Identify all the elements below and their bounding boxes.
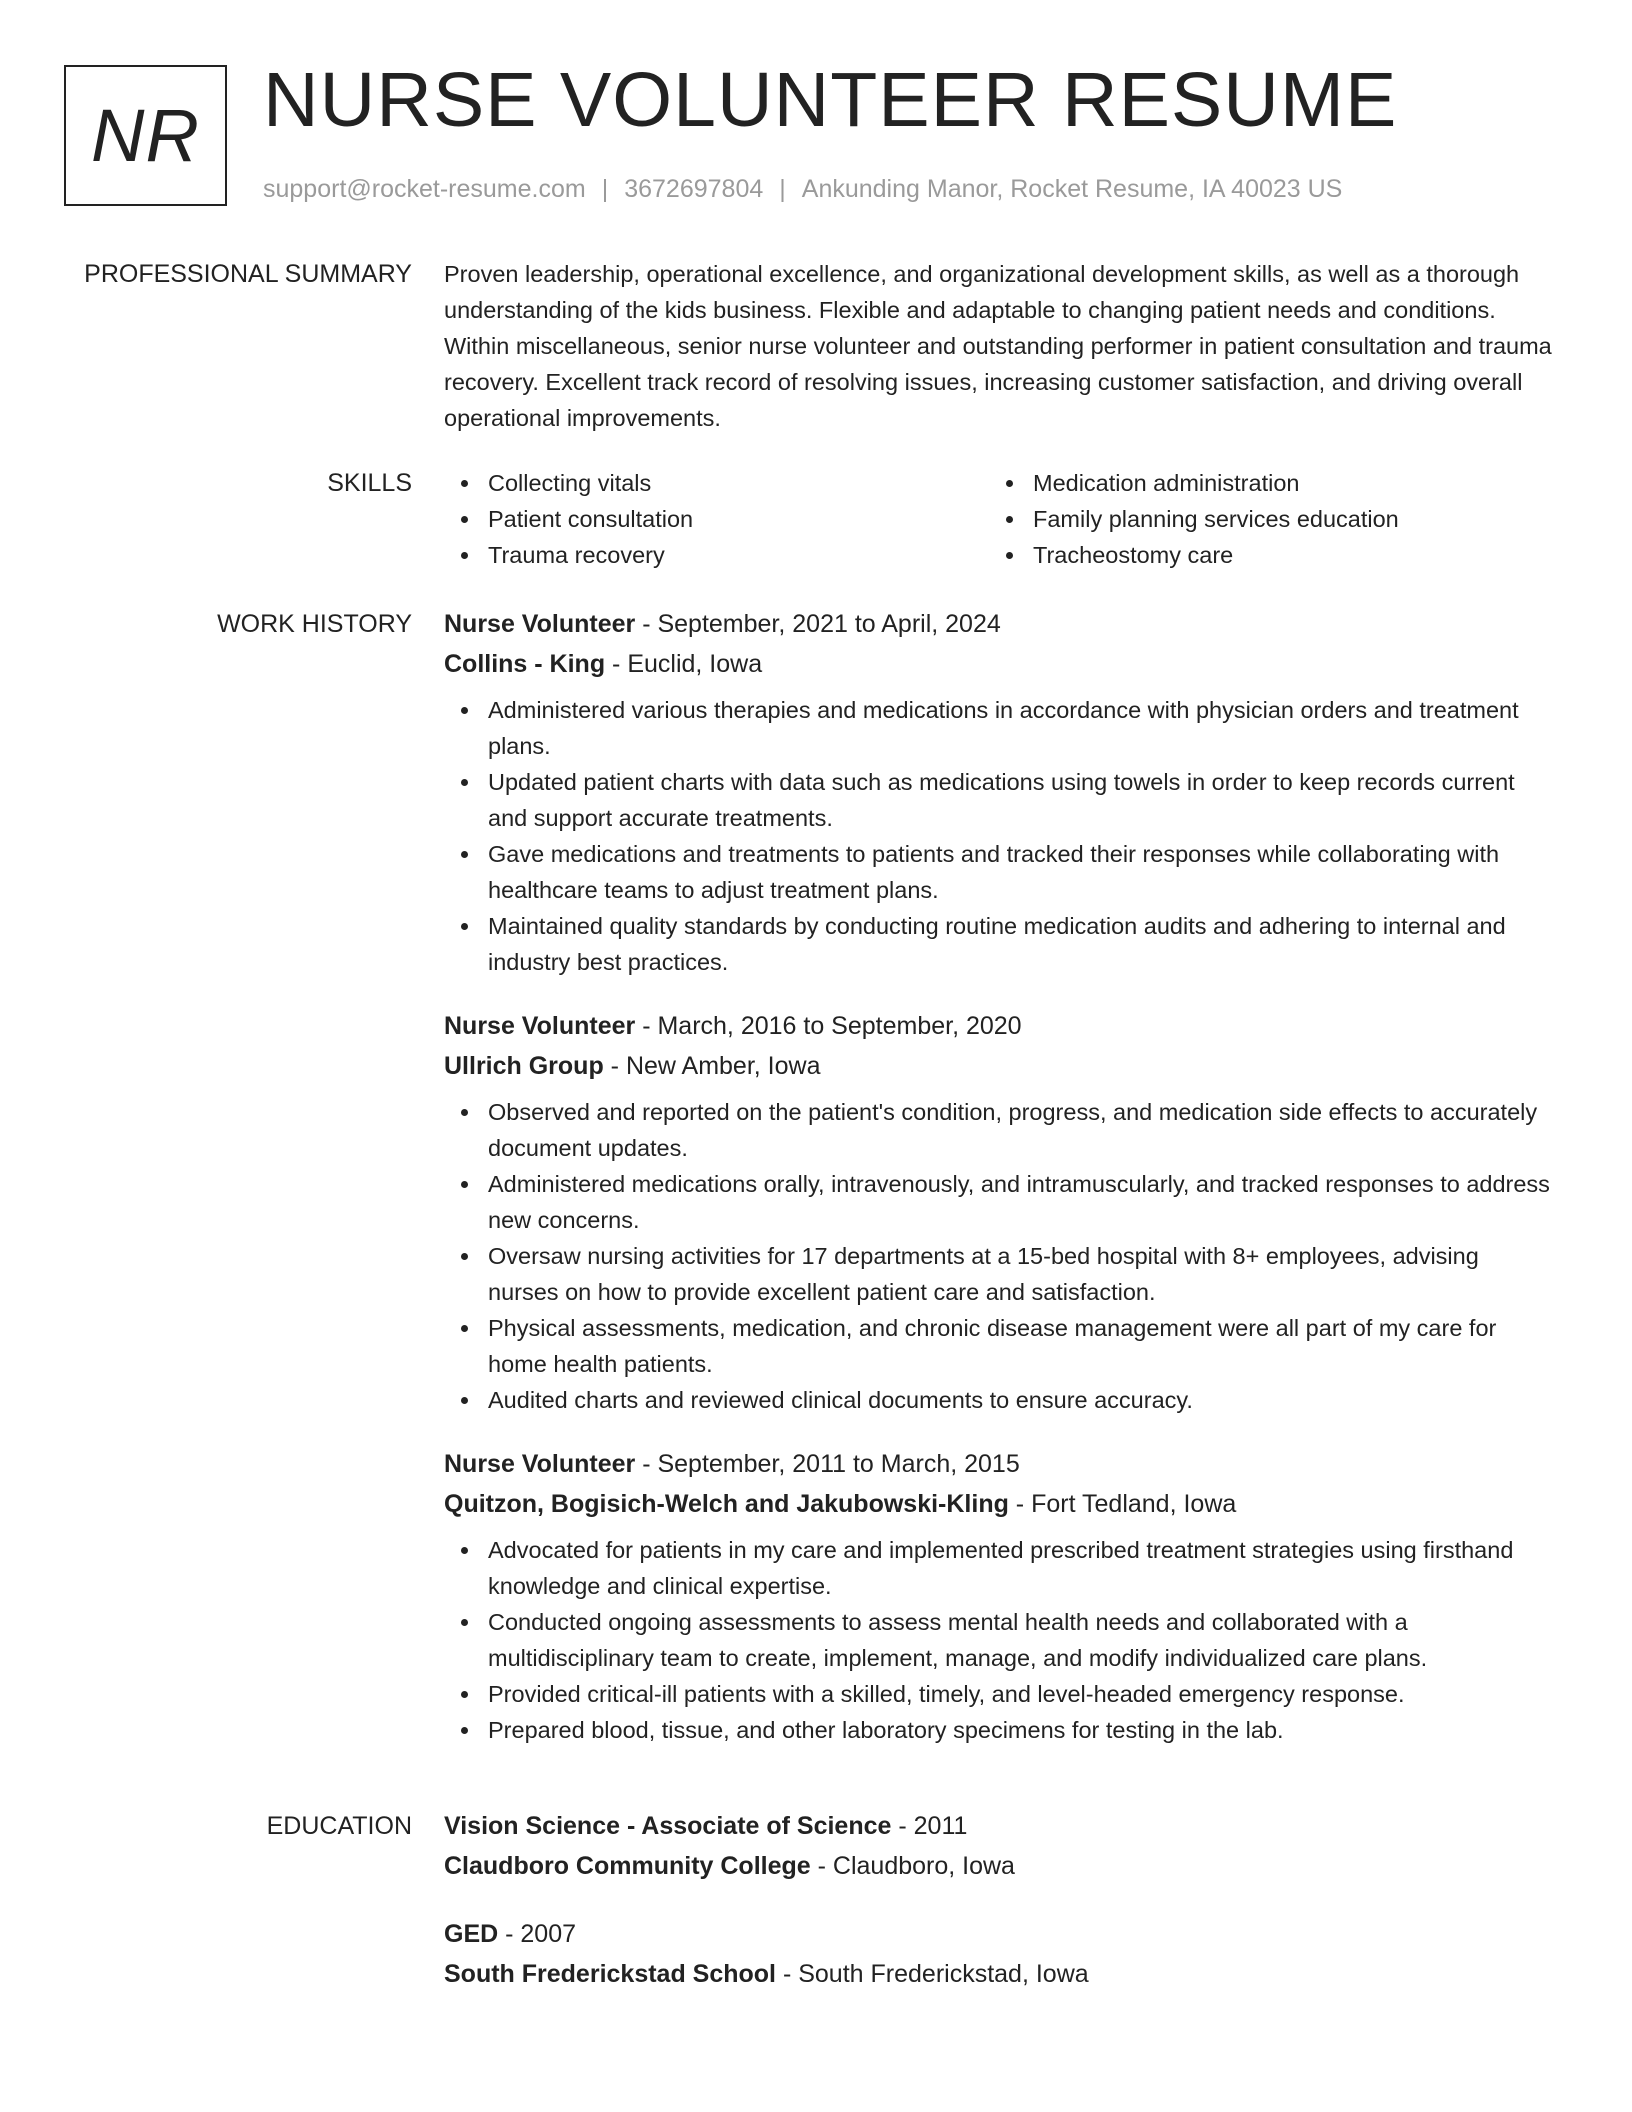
skill-item: Collecting vitals [444,465,989,501]
education-school-line [444,1846,1554,1886]
job-bullets [444,692,1554,980]
job-dates: - September, 2011 to March, 2015 [635,1450,1020,1478]
job-company-line [444,1484,1554,1524]
job-bullet: Audited charts and reviewed clinical documents to ensure accuracy. [444,1382,1554,1418]
job-title: Nurse Volunteer [444,1450,636,1478]
job-bullet: Advocated for patients in my care and implemented prescribed treatment strategies using firsthand knowledge and clinical expertise. [444,1532,1554,1604]
skills-list-right [989,465,1534,573]
job-company-line [444,644,1554,684]
education-entry [444,1806,1554,1886]
skill-item: Patient consultation [444,501,989,537]
job-entry [444,604,1554,980]
summary-heading: PROFESSIONAL SUMMARY [84,260,412,288]
monogram-initials: NR [91,93,200,177]
job-title: Nurse Volunteer [444,1012,636,1040]
job-company: Collins - King [444,650,606,678]
job-location: - Euclid, Iowa [605,650,763,678]
skill-item: Tracheostomy care [989,537,1534,573]
education-heading: EDUCATION [266,1812,412,1840]
job-bullet: Provided critical-ill patients with a skilled, timely, and level-headed emergency response. [444,1676,1554,1712]
job-title-line [444,1006,1554,1046]
job-company: Quitzon, Bogisich-Welch and Jakubowski-Kling [444,1490,1009,1518]
skills-list-left [444,465,989,573]
job-bullet: Prepared blood, tissue, and other laboratory specimens for testing in the lab. [444,1712,1554,1748]
job-location: - Fort Tedland, Iowa [1008,1490,1237,1518]
education-year: - 2011 [891,1812,968,1840]
skills-heading: SKILLS [327,469,412,497]
summary-text: Proven leadership, operational excellence, and organizational development skills, as well as a thorough understanding of the kids business. Flexible and adaptable to changing patient needs and conditions. Within miscellaneous, senior nurse volunteer and outstanding performer in patient consultation and trauma recovery. Excellent track record of resolving issues, increasing customer satisfaction, and driving overall operational improvements. [444,261,1552,431]
job-dates: - September, 2021 to April, 2024 [635,610,1001,638]
skill-item: Medication administration [989,465,1534,501]
job-bullet: Gave medications and treatments to patients and tracked their responses while collaborating with healthcare teams to adjust treatment plans. [444,836,1554,908]
job-bullet: Physical assessments, medication, and chronic disease management were all part of my care for home health patients. [444,1310,1554,1382]
skill-item: Trauma recovery [444,537,989,573]
job-bullet: Observed and reported on the patient's condition, progress, and medication side effects to accurately document updates. [444,1094,1554,1166]
job-bullets [444,1532,1554,1748]
job-bullet: Oversaw nursing activities for 17 departments at a 15-bed hospital with 8+ employees, advising nurses on how to provide excellent patient care and satisfaction. [444,1238,1554,1310]
job-title-line [444,604,1554,644]
job-company: Ullrich Group [444,1052,604,1080]
education-degree-line [444,1806,1554,1846]
education-degree: GED [444,1920,499,1948]
education-year: - 2007 [498,1920,577,1948]
education-degree-line [444,1914,1554,1954]
job-location: - New Amber, Iowa [603,1052,821,1080]
job-title-line [444,1444,1554,1484]
education-entry [444,1914,1554,1994]
education-school: South Frederickstad School [444,1960,777,1988]
contact-address: Ankunding Manor, Rocket Resume, IA 40023 US [801,175,1343,203]
resume-title: NURSE VOLUNTEER RESUME [263,57,1398,143]
contact-separator: | [779,175,786,203]
job-bullet: Maintained quality standards by conducting routine medication audits and adhering to internal and industry best practices. [444,908,1554,980]
skill-item: Family planning services education [989,501,1534,537]
job-bullet: Conducted ongoing assessments to assess mental health needs and collaborated with a multidisciplinary team to create, implement, manage, and modify individualized care plans. [444,1604,1554,1676]
contact-email[interactable]: support@rocket-resume.com [263,175,586,203]
job-entry [444,1006,1554,1418]
job-dates: - March, 2016 to September, 2020 [635,1012,1022,1040]
contact-line [263,174,1342,204]
education-location: - Claudboro, Iowa [810,1852,1015,1880]
job-bullet: Administered various therapies and medications in accordance with physician orders and treatment plans. [444,692,1554,764]
education-degree: Vision Science - Associate of Science [444,1812,892,1840]
job-bullets [444,1094,1554,1418]
job-bullet: Updated patient charts with data such as medications using towels in order to keep records current and support accurate treatments. [444,764,1554,836]
monogram-box [64,65,227,206]
job-entry [444,1444,1554,1748]
contact-separator: | [601,175,609,203]
contact-phone[interactable]: 3672697804 [624,175,764,203]
education-location: - South Frederickstad, Iowa [776,1960,1089,1988]
education-school: Claudboro Community College [444,1852,811,1880]
job-company-line [444,1046,1554,1086]
education-school-line [444,1954,1554,1994]
work-history-heading: WORK HISTORY [217,610,412,638]
job-title: Nurse Volunteer [444,610,636,638]
job-bullet: Administered medications orally, intravenously, and intramuscularly, and tracked responses to address new concerns. [444,1166,1554,1238]
